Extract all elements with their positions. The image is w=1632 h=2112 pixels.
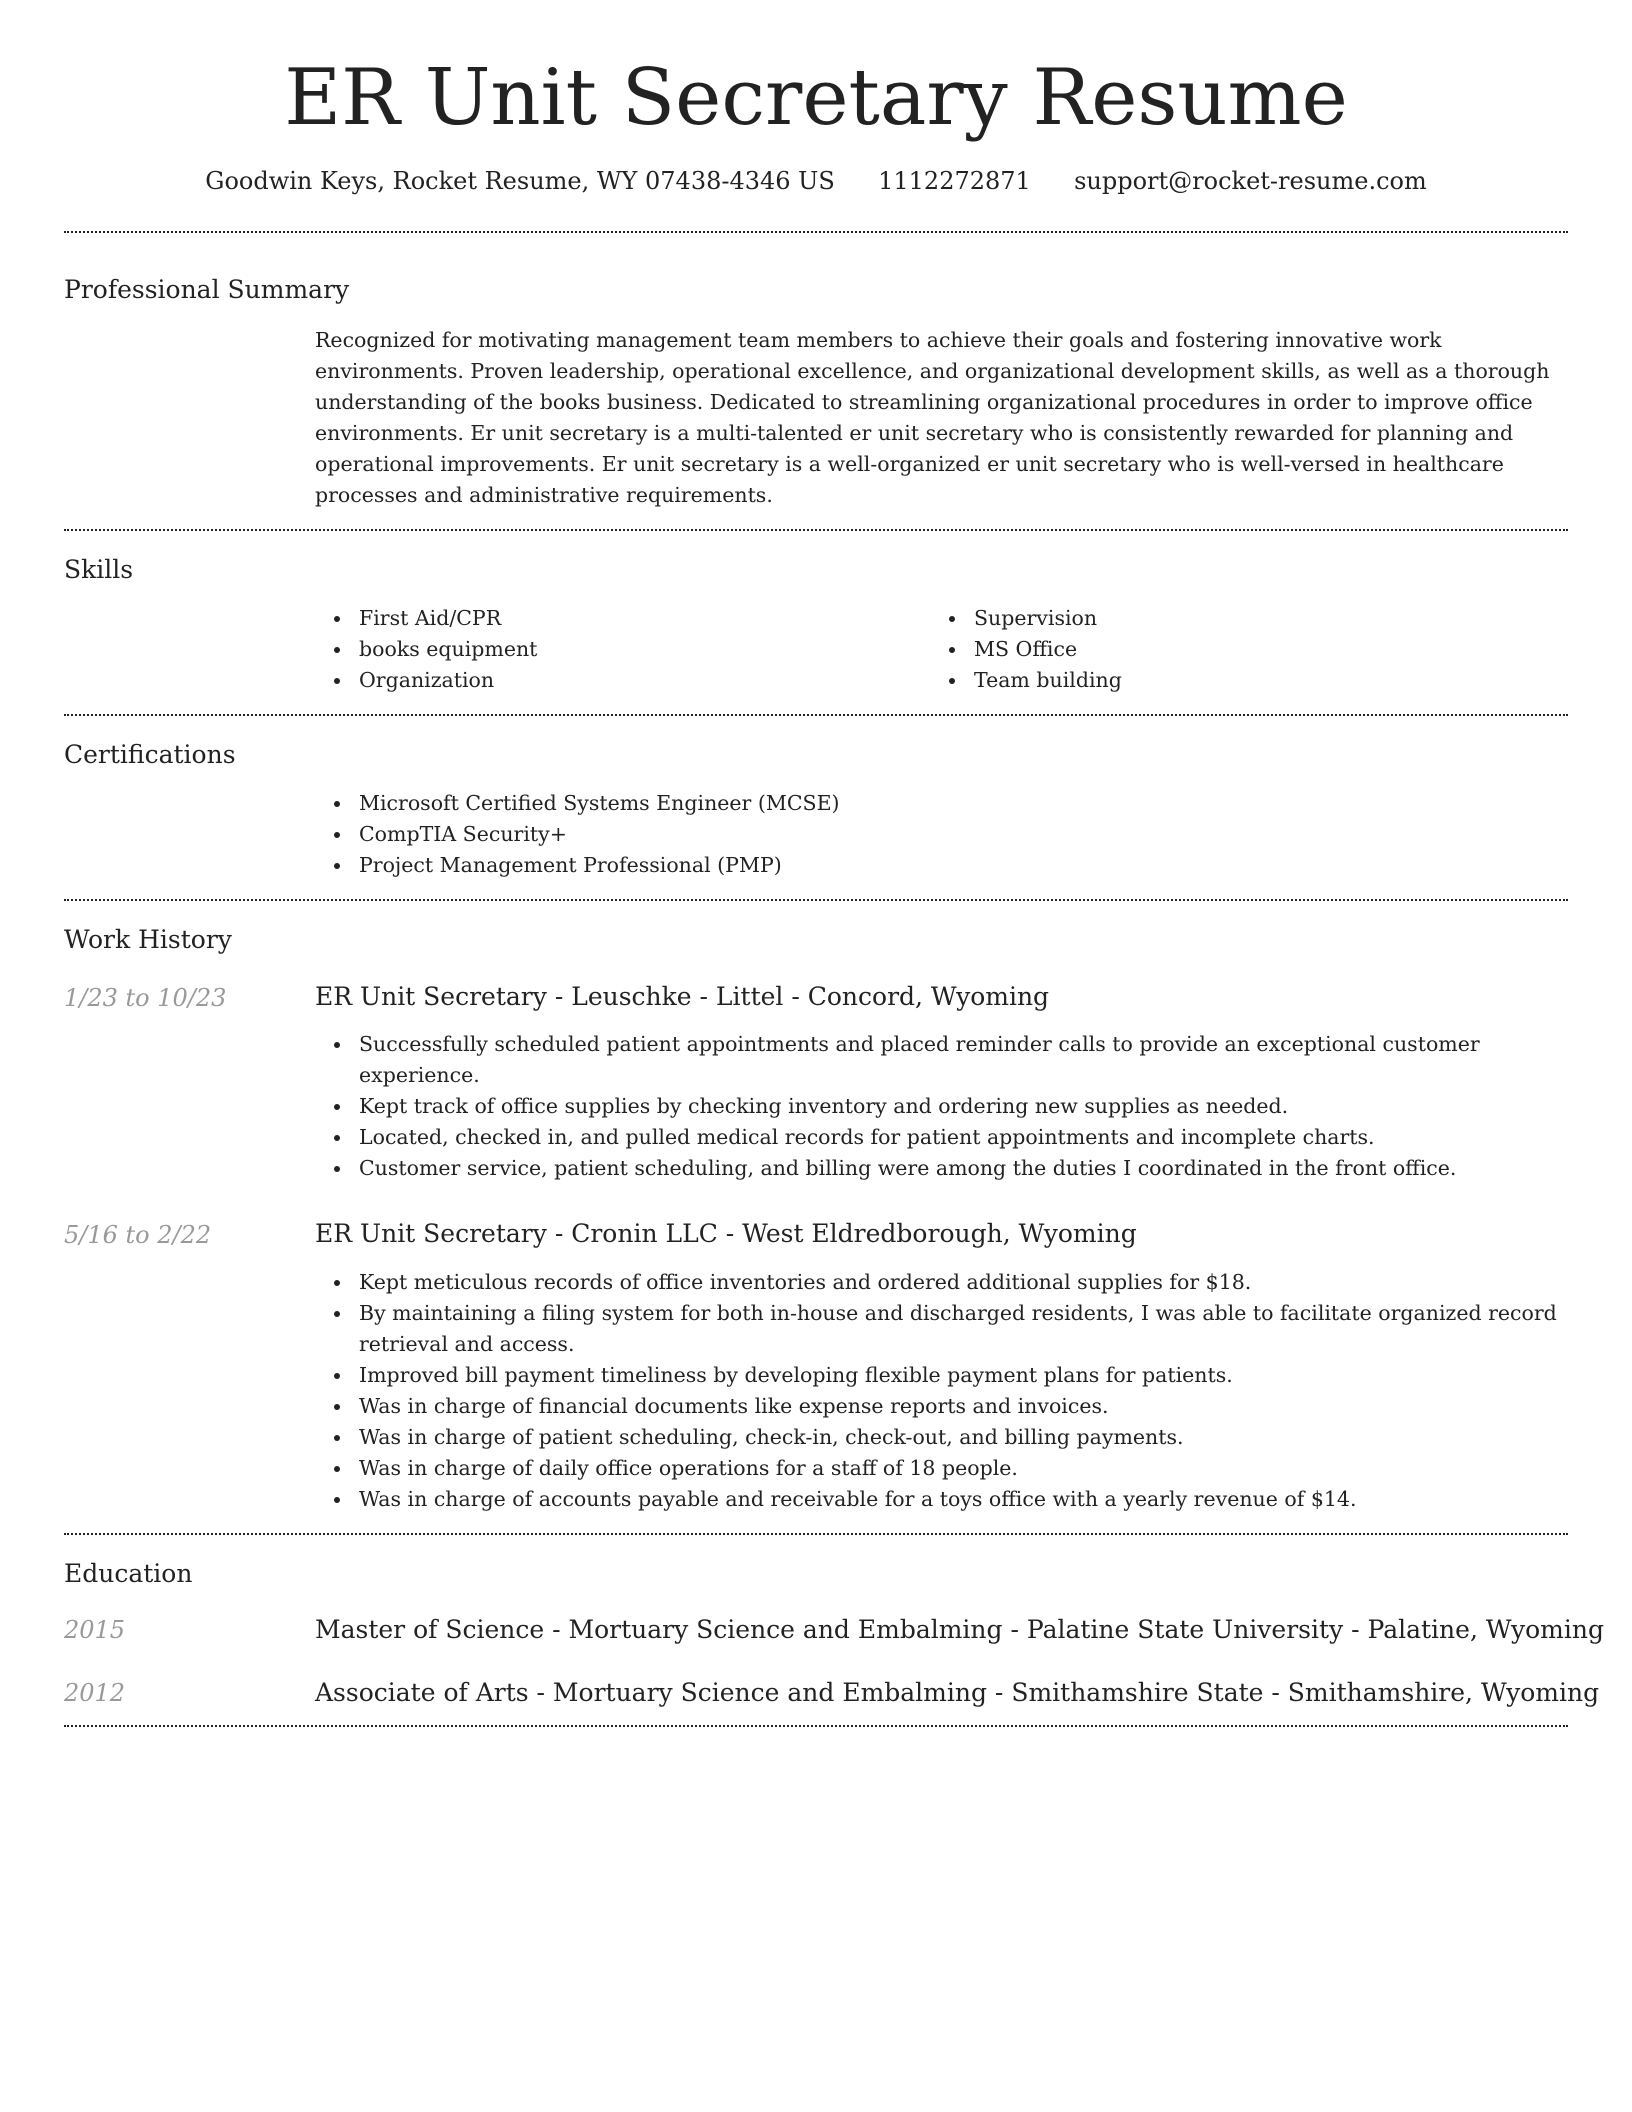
job-duties-list (315, 1267, 1568, 1515)
education-description: Associate of Arts - Mortuary Science and Embalming - Smithamshire State - Smithamshire, Wyoming (315, 1677, 1600, 1707)
education-section (64, 1535, 1604, 1725)
job-duties-list (315, 1029, 1568, 1184)
contact-line (64, 166, 1568, 197)
certifications-section (64, 716, 1568, 899)
job-duty: Was in charge of financial documents like expense reports and invoices. (315, 1391, 1568, 1422)
job-title: ER Unit Secretary - Leuschke - Littel - Concord, Wyoming (315, 981, 1050, 1011)
job-duty: Was in charge of daily office operations for a staff of 18 people. (315, 1453, 1568, 1484)
certifications-heading: Certifications (64, 739, 236, 769)
certification-item: Project Management Professional (PMP) (315, 850, 1568, 881)
skill-item: Team building (930, 665, 1545, 696)
job-entry (64, 1218, 1568, 1515)
job-title: ER Unit Secretary - Cronin LLC - West Eldredborough, Wyoming (315, 1219, 1137, 1249)
job-body (315, 1218, 1568, 1515)
summary-section (64, 233, 1568, 529)
job-duty: Successfully scheduled patient appointments and placed reminder calls to provide an exceptional customer experience. (315, 1029, 1568, 1091)
skills-list-right (930, 603, 1545, 696)
job-duty: Customer service, patient scheduling, and billing were among the duties I coordinated in the front office. (315, 1153, 1568, 1184)
job-duty: Improved bill payment timeliness by developing flexible payment plans for patients. (315, 1360, 1568, 1391)
summary-heading: Professional Summary (64, 274, 350, 304)
section-divider (64, 1725, 1568, 1727)
work-history-heading: Work History (64, 924, 232, 954)
job-duty: Was in charge of accounts payable and receivable for a toys office with a yearly revenue of $14. (315, 1484, 1568, 1515)
job-duty: Kept track of office supplies by checking inventory and ordering new supplies as needed. (315, 1091, 1568, 1122)
work-history-section (64, 901, 1568, 1533)
skill-item: MS Office (930, 634, 1545, 665)
skill-item: Supervision (930, 603, 1545, 634)
job-dates: 1/23 to 10/23 (64, 983, 227, 1012)
education-year: 2012 (64, 1678, 126, 1707)
job-duty: Was in charge of patient scheduling, check-in, check-out, and billing payments. (315, 1422, 1568, 1453)
skills-list-left (315, 603, 930, 696)
education-description: Master of Science - Mortuary Science and Embalming - Palatine State University - Palatine, Wyoming (315, 1614, 1604, 1644)
summary-text: Recognized for motivating management team members to achieve their goals and fostering innovative work environments. Proven leadership, operational excellence, and organizational development skills, as well as a thorough understanding of the books business. Dedicated to streamlining organizational procedures in order to improve office environments. Er unit secretary is a multi-talented er unit secretary who is consistently rewarded for planning and operational improvements. Er unit secretary is a well-organized er unit secretary who is well-versed in healthcare processes and administrative requirements. (315, 327, 1550, 507)
certification-item: CompTIA Security+ (315, 819, 1568, 850)
job-duty: By maintaining a filing system for both in-house and discharged residents, I was able to facilitate organized record retrieval and access. (315, 1298, 1568, 1360)
skill-item: Organization (315, 665, 930, 696)
job-entry (64, 981, 1568, 1185)
education-year: 2015 (64, 1615, 126, 1644)
job-dates: 5/16 to 2/22 (64, 1221, 212, 1250)
skills-heading: Skills (64, 554, 134, 584)
job-duty: Located, checked in, and pulled medical records for patient appointments and incomplete charts. (315, 1122, 1568, 1153)
education-entry (64, 1614, 1604, 1644)
job-body (315, 981, 1568, 1185)
skill-item: books equipment (315, 634, 930, 665)
contact-phone: 1112272871 (878, 166, 1031, 195)
education-entry (64, 1677, 1600, 1707)
education-heading: Education (64, 1558, 193, 1588)
job-duty: Kept meticulous records of office inventories and ordered additional supplies for $18. (315, 1267, 1568, 1298)
skills-section (64, 531, 1568, 714)
resume-header (64, 0, 1568, 197)
contact-email[interactable]: support@rocket-resume.com (1074, 166, 1427, 195)
certification-item: Microsoft Certified Systems Engineer (MCSE) (315, 788, 1568, 819)
skills-grid (315, 603, 1568, 696)
skill-item: First Aid/CPR (315, 603, 930, 634)
resume-title: ER Unit Secretary Resume (284, 53, 1348, 143)
contact-address: Goodwin Keys, Rocket Resume, WY 07438-4346 US (205, 166, 835, 195)
certifications-list (315, 788, 1568, 881)
